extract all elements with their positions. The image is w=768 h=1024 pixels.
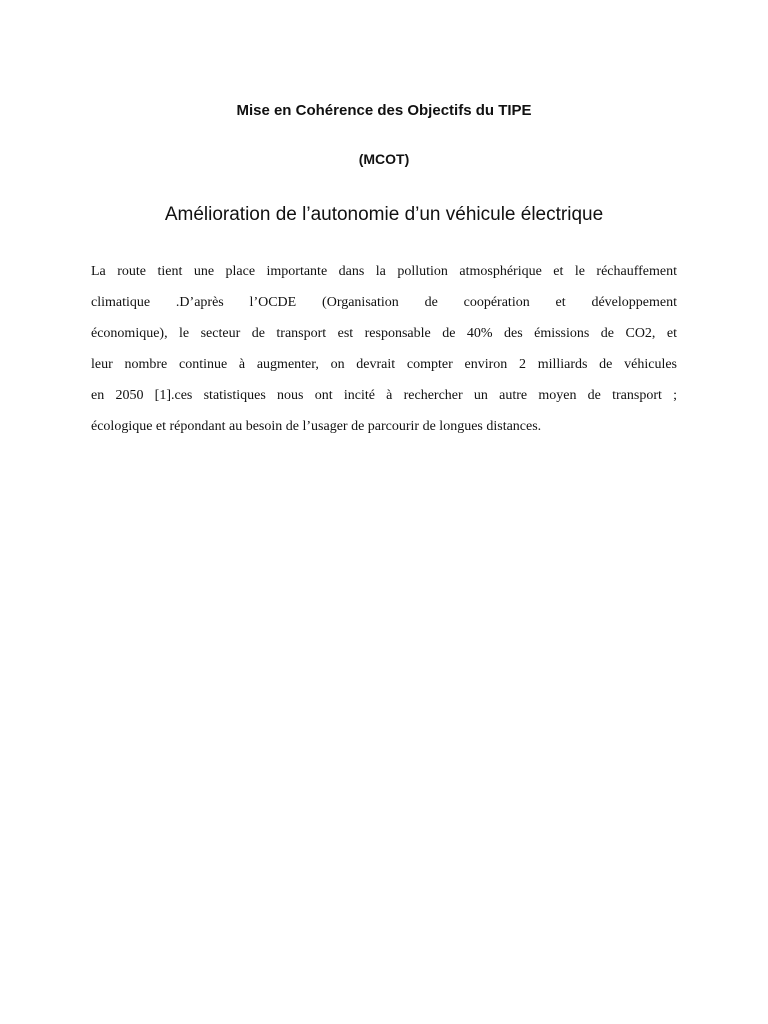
- paragraph-line: en 2050 [1].ces statistiques nous ont incité à rechercher un autre moyen de transport ;: [91, 388, 677, 403]
- section-heading: Amélioration de l’autonomie d’un véhicule électrique: [164, 204, 604, 225]
- document-subtitle: (MCOT): [358, 151, 410, 167]
- paragraph-line: écologique et répondant au besoin de l’usager de parcourir de longues distances.: [91, 419, 542, 434]
- paragraph-line: climatique .D’après l’OCDE (Organisation de coopération et développement: [91, 295, 677, 310]
- paragraph-line: leur nombre continue à augmenter, on devrait compter environ 2 milliards de véhicules: [91, 357, 677, 372]
- document-title: Mise en Cohérence des Objectifs du TIPE: [236, 102, 532, 119]
- paragraph-line: économique), le secteur de transport est responsable de 40% des émissions de CO2, et: [91, 326, 677, 341]
- paragraph-line: La route tient une place importante dans la pollution atmosphérique et le réchauffement: [91, 264, 677, 279]
- body-paragraph: [91, 256, 677, 442]
